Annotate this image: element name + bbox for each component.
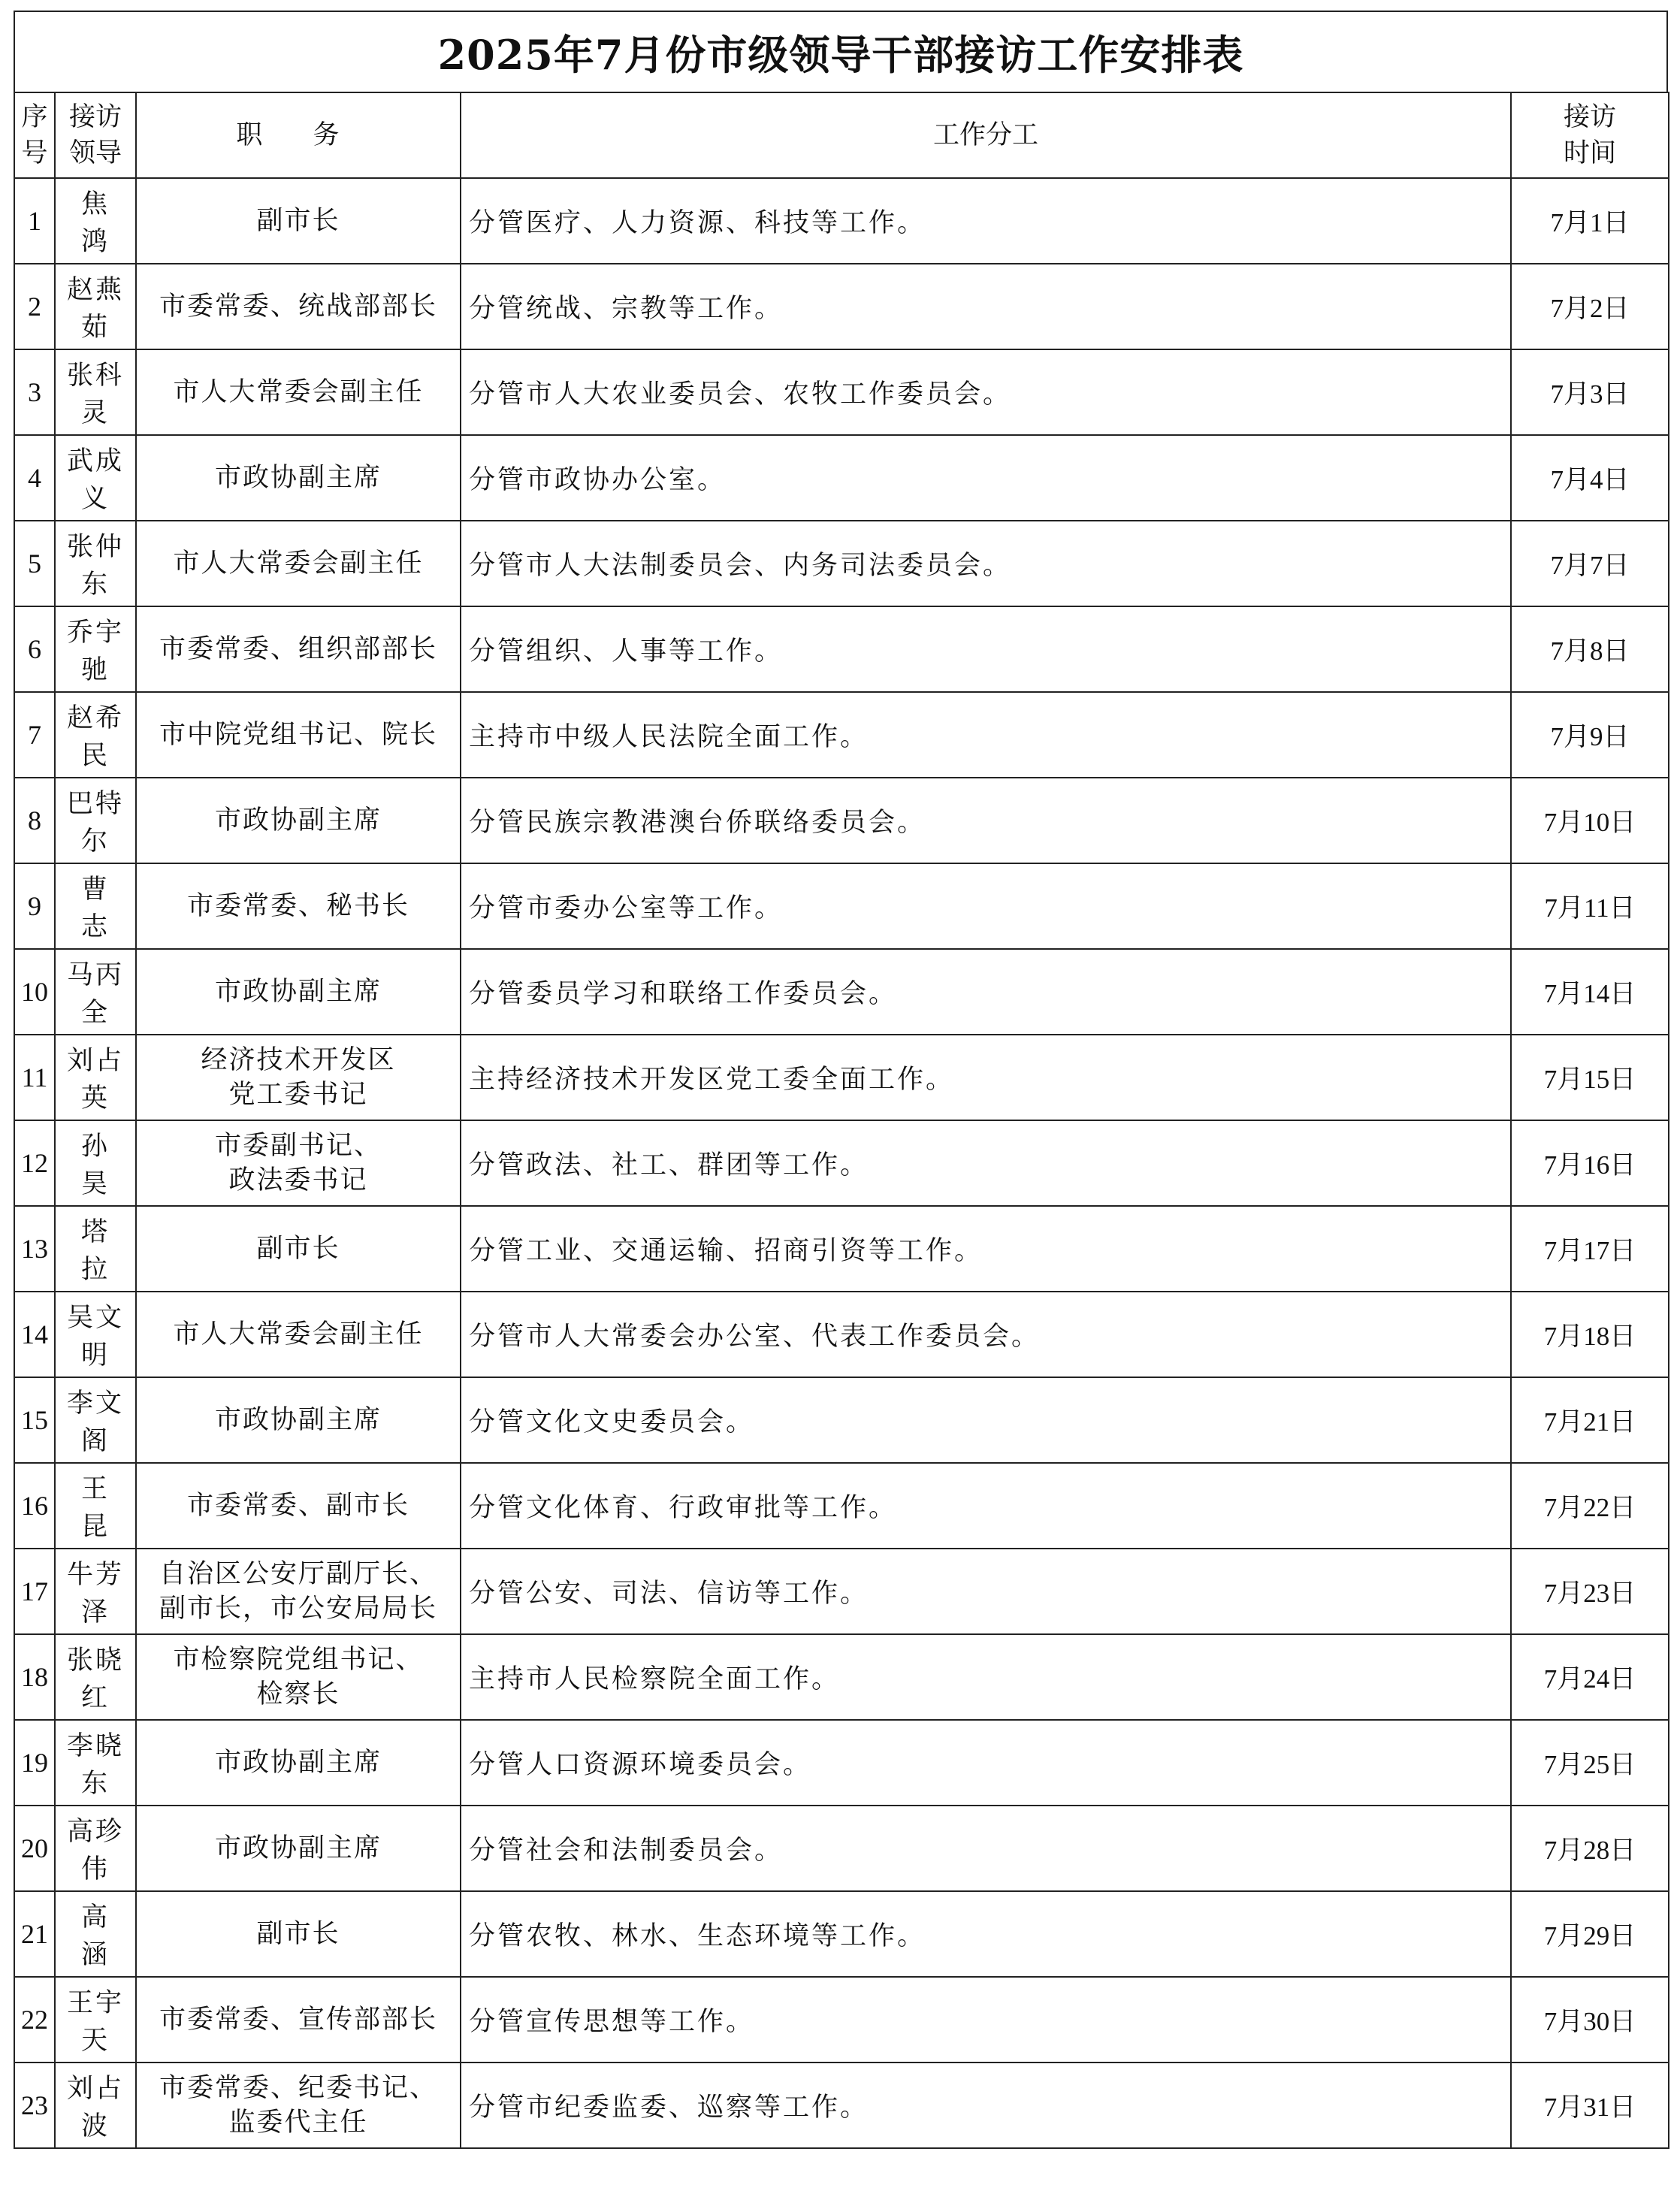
table-row	[14, 2063, 1669, 2148]
row-number: 21	[14, 1891, 55, 1977]
reception-date: 7月15日	[1511, 1035, 1669, 1120]
row-number: 10	[14, 949, 55, 1035]
leader-position	[136, 1977, 461, 2063]
row-number: 8	[14, 778, 55, 863]
leader-position	[136, 521, 461, 606]
table-row	[14, 1120, 1669, 1206]
duty-description: 主持市中级人民法院全面工作。	[461, 692, 1511, 778]
duty-description: 分管民族宗教港澳台侨联络委员会。	[461, 778, 1511, 863]
position-line: 市委常委、副市长	[186, 1491, 409, 1521]
reception-date: 7月17日	[1511, 1206, 1669, 1292]
reception-date: 7月2日	[1511, 264, 1669, 349]
duty-description: 分管公安、司法、信访等工作。	[461, 1549, 1511, 1634]
leader-position	[136, 778, 461, 863]
duty-description: 分管市政协办公室。	[461, 435, 1511, 521]
position-line: 副市长，市公安局局长	[159, 1594, 437, 1624]
position-line: 市政协副主席	[214, 1833, 382, 1863]
leader-position	[136, 2063, 461, 2148]
row-number: 16	[14, 1463, 55, 1549]
schedule-table	[14, 92, 1669, 2149]
reception-date: 7月8日	[1511, 606, 1669, 692]
leader-name: 孙 昊	[55, 1120, 136, 1206]
header-position-label: 职 务	[236, 120, 361, 150]
header-leader	[55, 92, 136, 178]
table-row	[14, 178, 1669, 264]
duty-description: 分管文化体育、行政审批等工作。	[461, 1463, 1511, 1549]
reception-date: 7月25日	[1511, 1720, 1669, 1806]
position-line: 副市长	[256, 1919, 340, 1949]
position-line: 市人大常委会副主任	[173, 548, 424, 579]
leader-position	[136, 863, 461, 949]
leader-name: 高 涵	[55, 1891, 136, 1977]
table-row	[14, 1035, 1669, 1120]
row-number: 6	[14, 606, 55, 692]
table-row	[14, 1206, 1669, 1292]
header-no-line1: 序	[21, 102, 48, 132]
reception-date: 7月4日	[1511, 435, 1669, 521]
row-number: 7	[14, 692, 55, 778]
header-leader-line1: 接访	[68, 102, 122, 132]
position-line: 市人大常委会副主任	[173, 377, 424, 407]
leader-position	[136, 606, 461, 692]
leader-position	[136, 349, 461, 435]
leader-name: 牛芳泽	[55, 1549, 136, 1634]
duty-description: 主持市人民检察院全面工作。	[461, 1634, 1511, 1720]
table-row	[14, 692, 1669, 778]
duty-description: 分管农牧、林水、生态环境等工作。	[461, 1891, 1511, 1977]
duty-description: 分管市人大农业委员会、农牧工作委员会。	[461, 349, 1511, 435]
leader-name: 张科灵	[55, 349, 136, 435]
duty-description: 分管市人大常委会办公室、代表工作委员会。	[461, 1292, 1511, 1377]
row-number: 4	[14, 435, 55, 521]
position-line: 副市长	[256, 206, 340, 236]
duty-description: 分管统战、宗教等工作。	[461, 264, 1511, 349]
header-time	[1511, 92, 1669, 178]
leader-position	[136, 1891, 461, 1977]
leader-position	[136, 1720, 461, 1806]
leader-position	[136, 1463, 461, 1549]
reception-date: 7月16日	[1511, 1120, 1669, 1206]
leader-position	[136, 178, 461, 264]
leader-name: 王宇天	[55, 1977, 136, 2063]
table-row	[14, 1891, 1669, 1977]
duty-description: 分管文化文史委员会。	[461, 1377, 1511, 1463]
header-position	[136, 92, 461, 178]
position-line: 经济技术开发区	[201, 1045, 396, 1075]
duty-description: 分管医疗、人力资源、科技等工作。	[461, 178, 1511, 264]
position-line: 市人大常委会副主任	[173, 1319, 424, 1349]
table-row	[14, 1634, 1669, 1720]
leader-position	[136, 1292, 461, 1377]
duty-description: 分管委员学习和联络工作委员会。	[461, 949, 1511, 1035]
row-number: 22	[14, 1977, 55, 2063]
leader-name: 刘占英	[55, 1035, 136, 1120]
reception-date: 7月10日	[1511, 778, 1669, 863]
leader-name: 张仲东	[55, 521, 136, 606]
leader-position	[136, 949, 461, 1035]
position-line: 监委代主任	[228, 2108, 368, 2138]
position-line: 市政协副主席	[214, 977, 382, 1007]
reception-date: 7月30日	[1511, 1977, 1669, 2063]
leader-name: 乔宇驰	[55, 606, 136, 692]
leader-name: 巴特尔	[55, 778, 136, 863]
header-no-line2: 号	[21, 138, 48, 168]
row-number: 1	[14, 178, 55, 264]
row-number: 20	[14, 1806, 55, 1891]
header-time-line1: 接访	[1563, 102, 1616, 132]
table-row	[14, 1806, 1669, 1891]
table-row	[14, 1463, 1669, 1549]
leader-position	[136, 1206, 461, 1292]
reception-date: 7月22日	[1511, 1463, 1669, 1549]
duty-description: 分管人口资源环境委员会。	[461, 1720, 1511, 1806]
leader-name: 赵希民	[55, 692, 136, 778]
leader-position	[136, 1377, 461, 1463]
row-number: 17	[14, 1549, 55, 1634]
table-row	[14, 1549, 1669, 1634]
position-line: 市政协副主席	[214, 463, 382, 493]
header-no	[14, 92, 55, 178]
position-line: 市委常委、宣传部部长	[159, 2005, 437, 2035]
duty-description: 分管工业、交通运输、招商引资等工作。	[461, 1206, 1511, 1292]
table-row	[14, 1720, 1669, 1806]
position-line: 市委常委、统战部部长	[159, 292, 437, 322]
leader-name: 张晓红	[55, 1634, 136, 1720]
title-box	[14, 11, 1668, 92]
leader-name: 赵燕茹	[55, 264, 136, 349]
position-line: 政法委书记	[228, 1165, 368, 1195]
duty-description: 分管市纪委监委、巡察等工作。	[461, 2063, 1511, 2148]
table-row	[14, 1292, 1669, 1377]
position-line: 市政协副主席	[214, 805, 382, 836]
duty-description: 分管政法、社工、群团等工作。	[461, 1120, 1511, 1206]
position-line: 党工委书记	[228, 1080, 368, 1110]
leader-name: 刘占波	[55, 2063, 136, 2148]
reception-date: 7月14日	[1511, 949, 1669, 1035]
row-number: 9	[14, 863, 55, 949]
row-number: 19	[14, 1720, 55, 1806]
row-number: 13	[14, 1206, 55, 1292]
header-duty-label: 工作分工	[932, 120, 1038, 150]
table-row	[14, 435, 1669, 521]
row-number: 3	[14, 349, 55, 435]
position-line: 副市长	[256, 1234, 340, 1264]
position-line: 市政协副主席	[214, 1405, 382, 1435]
row-number: 2	[14, 264, 55, 349]
reception-date: 7月11日	[1511, 863, 1669, 949]
leader-name: 李晓东	[55, 1720, 136, 1806]
leader-position	[136, 1035, 461, 1120]
position-line: 自治区公安厅副厅长、	[159, 1559, 437, 1589]
leader-position	[136, 1120, 461, 1206]
leader-position	[136, 1549, 461, 1634]
row-number: 18	[14, 1634, 55, 1720]
leader-name: 马丙全	[55, 949, 136, 1035]
row-number: 5	[14, 521, 55, 606]
reception-date: 7月28日	[1511, 1806, 1669, 1891]
reception-date: 7月24日	[1511, 1634, 1669, 1720]
header-leader-line2: 领导	[68, 138, 122, 168]
table-row	[14, 521, 1669, 606]
reception-date: 7月3日	[1511, 349, 1669, 435]
position-line: 市检察院党组书记、	[173, 1645, 424, 1675]
table-row	[14, 778, 1669, 863]
reception-date: 7月9日	[1511, 692, 1669, 778]
leader-position	[136, 1806, 461, 1891]
table-row	[14, 1377, 1669, 1463]
leader-name: 塔 拉	[55, 1206, 136, 1292]
row-number: 15	[14, 1377, 55, 1463]
row-number: 12	[14, 1120, 55, 1206]
duty-description: 分管宣传思想等工作。	[461, 1977, 1511, 2063]
reception-date: 7月7日	[1511, 521, 1669, 606]
position-line: 市委常委、组织部部长	[159, 634, 437, 664]
leader-position	[136, 1634, 461, 1720]
header-duty	[461, 92, 1511, 178]
leader-name: 王 昆	[55, 1463, 136, 1549]
duty-description: 分管市委办公室等工作。	[461, 863, 1511, 949]
leader-name: 焦 鸿	[55, 178, 136, 264]
leader-name: 武成义	[55, 435, 136, 521]
header-row	[14, 92, 1669, 178]
position-line: 市委常委、纪委书记、	[159, 2073, 437, 2103]
header-time-line2: 时间	[1563, 138, 1616, 168]
row-number: 23	[14, 2063, 55, 2148]
row-number: 14	[14, 1292, 55, 1377]
table-row	[14, 264, 1669, 349]
duty-description: 分管市人大法制委员会、内务司法委员会。	[461, 521, 1511, 606]
position-line: 市委副书记、	[214, 1131, 382, 1161]
reception-date: 7月1日	[1511, 178, 1669, 264]
reception-date: 7月21日	[1511, 1377, 1669, 1463]
leader-name: 李文阁	[55, 1377, 136, 1463]
reception-date: 7月18日	[1511, 1292, 1669, 1377]
position-line: 市中院党组书记、院长	[159, 720, 437, 750]
table-row	[14, 606, 1669, 692]
page-title: 2025年7月份市级领导干部接访工作安排表	[437, 30, 1244, 79]
reception-date: 7月31日	[1511, 2063, 1669, 2148]
leader-name: 高珍伟	[55, 1806, 136, 1891]
row-number: 11	[14, 1035, 55, 1120]
leader-position	[136, 264, 461, 349]
reception-date: 7月23日	[1511, 1549, 1669, 1634]
duty-description: 分管社会和法制委员会。	[461, 1806, 1511, 1891]
reception-date: 7月29日	[1511, 1891, 1669, 1977]
position-line: 市政协副主席	[214, 1748, 382, 1778]
leader-position	[136, 692, 461, 778]
leader-name: 吴文明	[55, 1292, 136, 1377]
table-row	[14, 863, 1669, 949]
table-row	[14, 949, 1669, 1035]
leader-position	[136, 435, 461, 521]
position-line: 市委常委、秘书长	[186, 891, 409, 921]
duty-description: 分管组织、人事等工作。	[461, 606, 1511, 692]
leader-name: 曹 志	[55, 863, 136, 949]
position-line: 检察长	[256, 1679, 340, 1709]
duty-description: 主持经济技术开发区党工委全面工作。	[461, 1035, 1511, 1120]
table-row	[14, 1977, 1669, 2063]
table-row	[14, 349, 1669, 435]
schedule-sheet	[14, 11, 1668, 2149]
